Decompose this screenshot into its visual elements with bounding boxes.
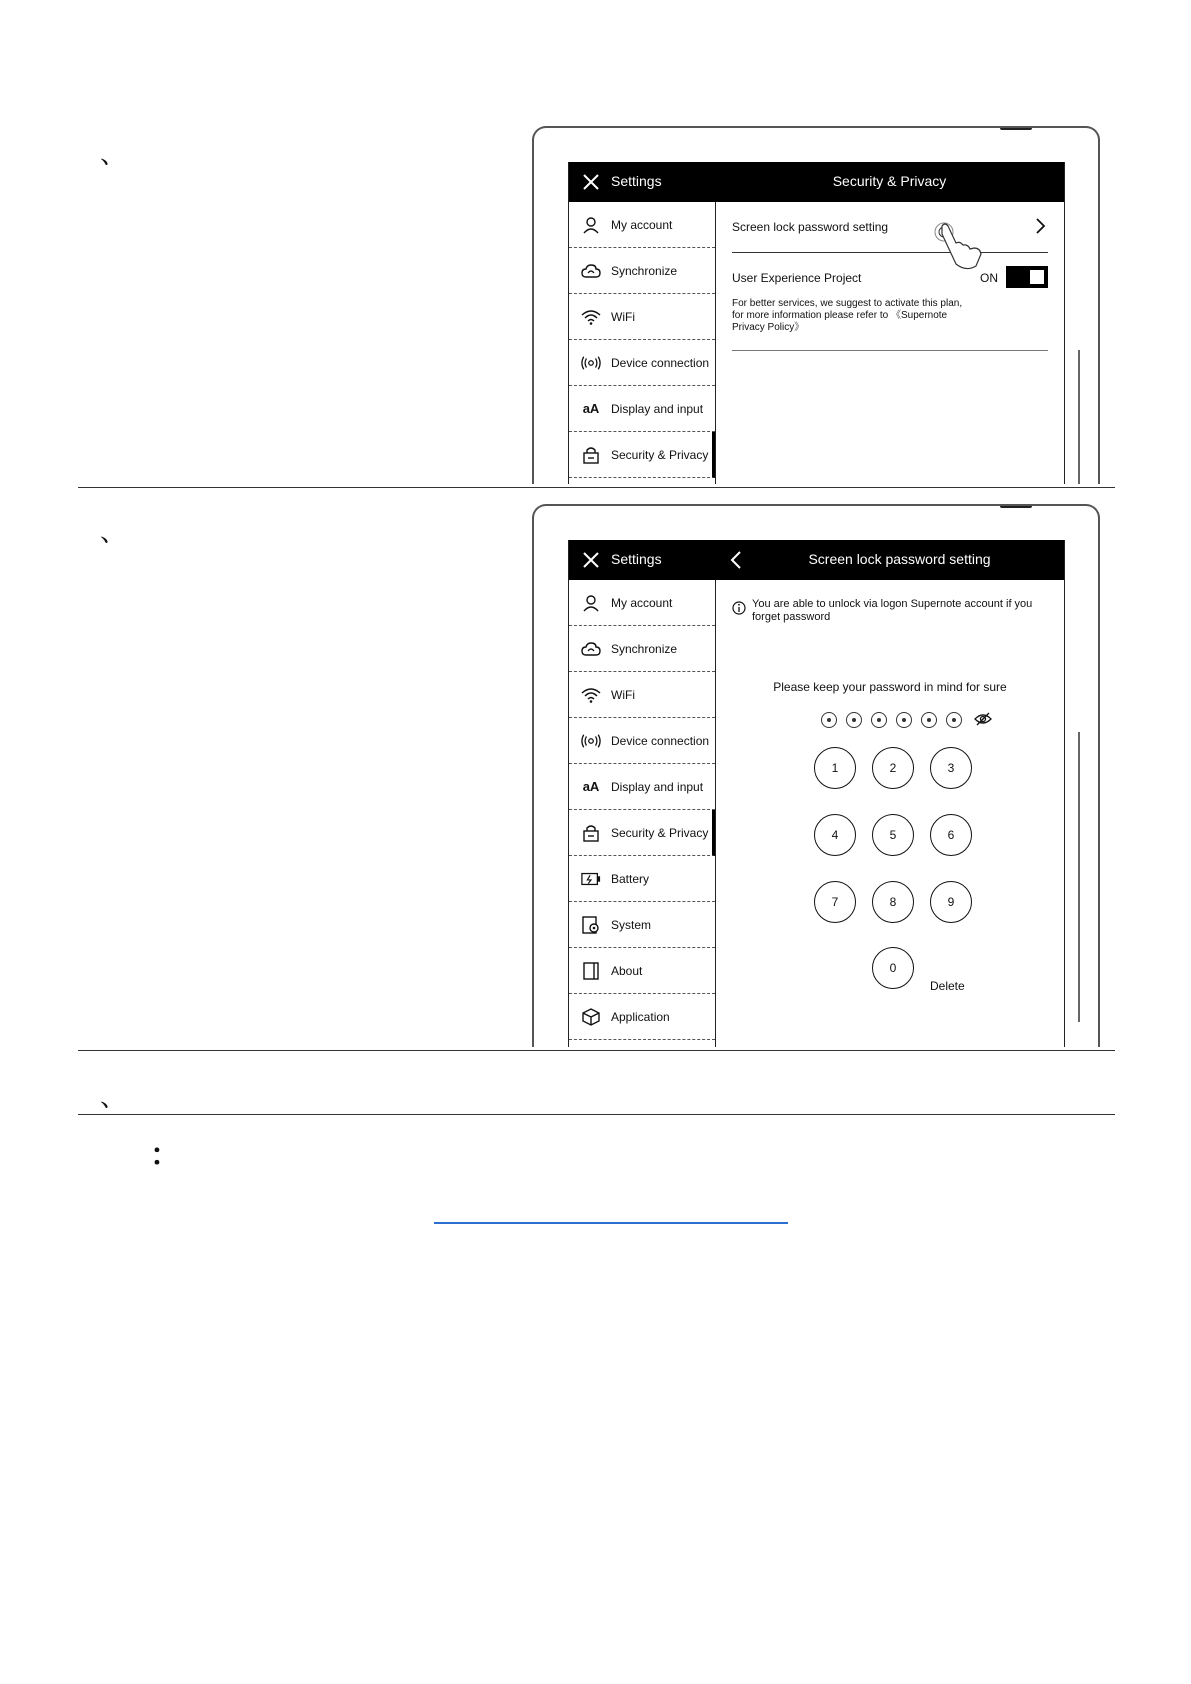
key-6[interactable]: 6 xyxy=(930,814,972,856)
sidebar-item-label: WiFi xyxy=(611,309,635,324)
key-2[interactable]: 2 xyxy=(872,747,914,789)
sidebar-item-label: Device connection xyxy=(611,733,710,748)
sidebar-item-battery[interactable] xyxy=(569,856,715,902)
sidebar-item-security-privacy[interactable] xyxy=(569,810,715,856)
sidebar-item-label: Synchronize xyxy=(611,263,678,278)
section-divider-2 xyxy=(78,1050,1115,1051)
password-dot xyxy=(871,712,887,728)
sidebar-item-system[interactable] xyxy=(569,902,715,948)
screen-2 xyxy=(568,540,1065,1047)
sidebar-item-label: System xyxy=(611,917,652,932)
battery-icon xyxy=(581,869,601,889)
sidebar-item-security-privacy[interactable] xyxy=(569,432,715,478)
key-0[interactable]: 0 xyxy=(872,947,914,989)
cloud-sync-icon xyxy=(581,639,601,659)
sidebar-item-label: Display and input xyxy=(611,779,704,794)
eye-hidden-icon[interactable] xyxy=(974,712,992,726)
key-8[interactable]: 8 xyxy=(872,881,914,923)
section-divider-1 xyxy=(78,487,1115,488)
password-dot xyxy=(946,712,962,728)
wifi-icon xyxy=(581,685,601,705)
info-message xyxy=(732,598,1042,624)
divider xyxy=(732,350,1048,351)
security-privacy-panel xyxy=(716,202,1064,484)
key-4[interactable]: 4 xyxy=(814,814,856,856)
sidebar-item-wifi[interactable] xyxy=(569,672,715,718)
scrollbar[interactable] xyxy=(1078,732,1080,1022)
password-dot xyxy=(846,712,862,728)
broadcast-icon xyxy=(581,353,601,373)
delete-button[interactable]: Delete xyxy=(930,979,965,993)
person-icon xyxy=(581,593,601,613)
info-icon xyxy=(732,601,746,615)
sidebar-item-device-connection[interactable] xyxy=(569,340,715,386)
about-icon xyxy=(581,961,601,981)
lock-icon xyxy=(581,823,601,843)
settings-title: Settings xyxy=(611,173,662,189)
settings-sidebar xyxy=(569,202,716,484)
settings-sidebar xyxy=(569,580,716,1047)
sidebar-item-synchronize[interactable] xyxy=(569,626,715,672)
scrollbar[interactable] xyxy=(1078,350,1080,484)
device-button xyxy=(1000,504,1032,508)
chevron-right-icon[interactable] xyxy=(1034,217,1046,235)
sidebar-item-label: Display and input xyxy=(611,401,704,416)
sidebar-item-application[interactable] xyxy=(569,994,715,1040)
toggle-knob xyxy=(1030,270,1044,284)
password-dot xyxy=(921,712,937,728)
key-7[interactable]: 7 xyxy=(814,881,856,923)
step-mark-3: 、 xyxy=(100,1083,127,1113)
user-experience-label: User Experience Project xyxy=(732,271,862,285)
section-title: Screen lock password setting xyxy=(808,551,991,567)
device-frame-2 xyxy=(532,504,1100,1047)
key-9[interactable]: 9 xyxy=(930,881,972,923)
wifi-icon xyxy=(581,307,601,327)
font-size-icon: aA xyxy=(582,779,600,794)
sidebar-item-label: WiFi xyxy=(611,687,635,702)
password-dots xyxy=(821,712,971,728)
screen-1 xyxy=(568,162,1065,484)
sidebar-item-device-connection[interactable] xyxy=(569,718,715,764)
section-title: Security & Privacy xyxy=(832,173,947,189)
cube-icon xyxy=(581,1007,601,1027)
password-dot xyxy=(821,712,837,728)
close-icon[interactable] xyxy=(581,550,601,570)
link-underline[interactable] xyxy=(434,1222,788,1224)
info-text: You are able to unlock via logon Supernote account if you forget password xyxy=(752,598,1033,623)
device-button xyxy=(1000,126,1032,130)
sidebar-item-label: Security & Privacy xyxy=(611,825,709,840)
sidebar-item-display-input[interactable] xyxy=(569,764,715,810)
sidebar-item-my-account[interactable] xyxy=(569,580,715,626)
cloud-sync-icon xyxy=(581,261,601,281)
screen-lock-password-row[interactable] xyxy=(732,202,1048,253)
toggle-state-label: ON xyxy=(980,271,998,285)
settings-title: Settings xyxy=(611,551,662,567)
sidebar-item-synchronize[interactable] xyxy=(569,248,715,294)
sidebar-item-label: About xyxy=(611,963,643,978)
sidebar-item-my-account[interactable] xyxy=(569,202,715,248)
tap-hand-icon xyxy=(926,212,996,272)
password-dot xyxy=(896,712,912,728)
sidebar-item-label: Synchronize xyxy=(611,641,678,656)
system-gear-icon xyxy=(581,915,601,935)
key-1[interactable]: 1 xyxy=(814,747,856,789)
user-experience-toggle[interactable] xyxy=(1006,266,1048,288)
top-bar xyxy=(569,540,1064,580)
person-icon xyxy=(581,215,601,235)
keep-password-text: Please keep your password in mind for sure xyxy=(773,680,1007,694)
close-icon[interactable] xyxy=(581,172,601,192)
sidebar-item-label: Battery xyxy=(611,871,650,886)
device-frame-1 xyxy=(532,126,1100,484)
sidebar-item-display-input[interactable] xyxy=(569,386,715,432)
colon-mark: ： xyxy=(150,1138,180,1173)
top-bar xyxy=(569,162,1064,202)
screen-lock-label: Screen lock password setting xyxy=(732,220,889,234)
sidebar-item-wifi[interactable] xyxy=(569,294,715,340)
password-panel xyxy=(716,580,1064,1047)
sidebar-item-label: My account xyxy=(611,595,673,610)
sidebar-item-label: My account xyxy=(611,217,673,232)
font-size-icon: aA xyxy=(582,401,600,416)
sidebar-item-label: Security & Privacy xyxy=(611,447,709,462)
sidebar-item-label: Device connection xyxy=(611,355,710,370)
sidebar-item-label: Application xyxy=(611,1009,670,1024)
key-3[interactable]: 3 xyxy=(930,747,972,789)
step-mark-2: 、 xyxy=(100,518,127,548)
step-mark-1: 、 xyxy=(100,140,127,170)
lock-icon xyxy=(581,445,601,465)
sidebar-item-about[interactable] xyxy=(569,948,715,994)
section-divider-3 xyxy=(78,1114,1115,1115)
broadcast-icon xyxy=(581,731,601,751)
user-experience-description: For better services, we suggest to activate this plan, for more information please refer to 《Supernote Privacy Policy》 xyxy=(732,298,963,333)
key-5[interactable]: 5 xyxy=(872,814,914,856)
